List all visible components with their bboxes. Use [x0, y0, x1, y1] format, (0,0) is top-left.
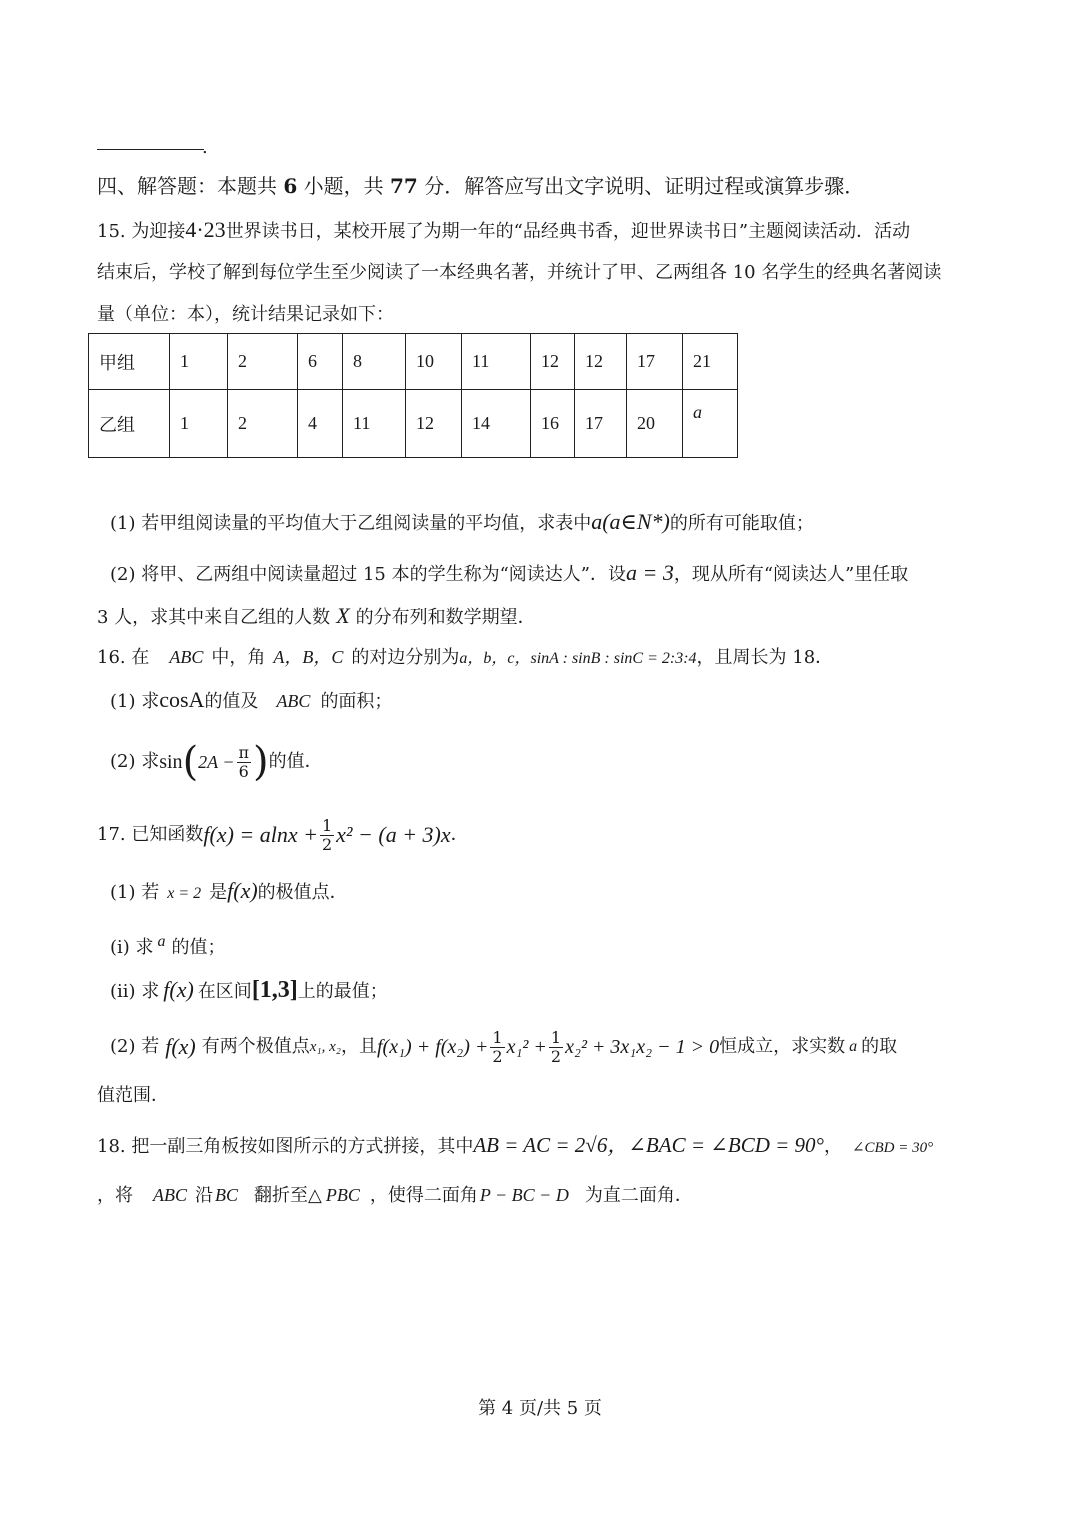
q16-angles: A，B，C [273, 647, 344, 667]
q17-line1 [97, 810, 469, 860]
q16-part1-text: (1) 求 [110, 691, 160, 712]
q16-text: 的对边分别为 [351, 647, 460, 668]
q16-part2-text: 的值． [268, 751, 323, 772]
q16-sides-ratio: a，b，c，sinA : sinB : sinC = 2:3:4 [459, 650, 697, 667]
fraction-half [490, 1029, 504, 1066]
q17-part1-ii-text: (ii) 求 [110, 981, 160, 1002]
section-question-count: 6 [283, 174, 298, 198]
table-cell: 12 [531, 334, 575, 390]
q18-text: ，将 [97, 1185, 133, 1206]
q17-part2-text: 恒成立，求实数 [719, 1036, 846, 1057]
reading-table [88, 333, 738, 458]
q15-part2-text: ，现从所有“阅读达人”里任取 [673, 564, 909, 585]
table-cell: 12 [575, 334, 627, 390]
table-cell: 12 [406, 390, 462, 458]
answer-blank-period: . [202, 137, 208, 158]
frac-num: π [238, 742, 250, 762]
right-paren: ) [253, 739, 269, 785]
q15-part2-math: a = 3 [625, 560, 674, 585]
q16-line1 [97, 645, 833, 671]
q17-function: f(x) = alnx + [203, 822, 318, 847]
q18-text: ，使得二面角 [369, 1185, 478, 1206]
q16-part2 [110, 734, 323, 790]
section-header-mid: 小题，共 [297, 174, 390, 198]
answer-blank-line [97, 149, 204, 150]
q17-part2-text: 有两个极值点 [201, 1036, 310, 1057]
q16-text: ，且周长为 18． [696, 647, 834, 668]
q18-dihedral: P − BC − D [479, 1185, 569, 1205]
frac-den: 6 [238, 761, 249, 781]
frac-num: 1 [321, 815, 333, 835]
q16-part1-text: 的值及 [204, 691, 259, 712]
q15-part2 [110, 561, 908, 587]
q17-term2: x₂² + 3x₁x₂ − 1 > 0 [565, 1036, 720, 1058]
q16-part2-text: (2) 求 [110, 751, 160, 772]
q17-part2 [110, 1022, 897, 1072]
table-cell: 11 [343, 390, 406, 458]
q17-fx: f(x) [165, 1034, 196, 1059]
q15-text: 15. 为迎接 [97, 221, 186, 242]
q16-text: 16. 在 [97, 647, 150, 668]
q17-part1-ii [110, 978, 388, 1004]
q18-edge-bc: BC [215, 1185, 239, 1205]
q17-extreme-points: x₁, x₂ [309, 1039, 341, 1055]
q17-fx: f(x) [227, 878, 258, 903]
q18-text: 18. 把一副三角板按如图所示的方式拼接，其中 [97, 1136, 474, 1157]
table-cell: 10 [406, 334, 462, 390]
q16-triangle: ABC [169, 647, 204, 667]
table-cell: 14 [462, 390, 531, 458]
frac-num: 1 [550, 1027, 562, 1047]
q15-part2-text: (2) 将甲、乙两组中阅读量超过 15 本的学生称为“阅读达人”．设 [110, 564, 626, 585]
table-cell: 1 [170, 334, 228, 390]
q18-conditions: AB = AC = 2√6，∠BAC = ∠BCD = 90° [473, 1133, 824, 1157]
q15-part1 [110, 510, 814, 536]
table-cell: 16 [531, 390, 575, 458]
q15-part2-var: X [336, 603, 350, 628]
q15-part1-text: 的所有可能取值； [669, 513, 814, 534]
q16-part1 [110, 688, 392, 714]
q15-line3: 量（单位：本），统计结果记录如下： [97, 304, 394, 325]
q17-part2-text: 的取 [861, 1036, 898, 1057]
fraction-half [549, 1029, 563, 1066]
q15-line1 [97, 218, 910, 244]
table-cell: 8 [343, 334, 406, 390]
q16-arg: 2A − [198, 752, 235, 772]
table-row [89, 390, 738, 458]
q15-part1-math: a(a∈N*) [591, 509, 670, 534]
q18-angle-cbd: ∠CBD = 30° [851, 1140, 934, 1156]
q17-part1-ii-text: 上的最值； [297, 981, 388, 1002]
q16-text: 中，角 [211, 647, 266, 668]
table-cell: 4 [298, 390, 343, 458]
section-header-suffix: 分．解答应写出文字说明、证明过程或演算步骤． [417, 174, 865, 198]
q17-text: 17. 已知函数 [97, 824, 204, 845]
q18-text: 沿 [195, 1185, 213, 1206]
page-footer: 第 4 页/共 5 页 [478, 1398, 602, 1419]
q16-triangle: ABC [276, 691, 311, 711]
table-cell: 21 [683, 334, 738, 390]
q18-triangle-abc: ABC [153, 1185, 187, 1205]
q18-text: ， [823, 1136, 842, 1157]
table-row [89, 334, 738, 390]
q17-part1-i-text: (i) 求 [110, 937, 154, 958]
q17-fx: f(x) [163, 977, 194, 1002]
q17-var-a: a [849, 1038, 858, 1055]
q18-line2 [97, 1183, 693, 1208]
q17-part1 [110, 879, 348, 906]
table-cell: 6 [298, 334, 343, 390]
q15-part2-text: 的分布列和数学期望． [355, 607, 536, 628]
section-header [97, 173, 864, 199]
q17-part1-ii-text: 在区间 [197, 981, 252, 1002]
table-cell: 20 [627, 390, 683, 458]
q17-part2-text: (2) 若 [110, 1036, 160, 1057]
q15-date: 4·23 [185, 217, 226, 242]
table-cell-variable: a [683, 390, 738, 458]
q16-cos-a: cosA [159, 687, 205, 712]
left-paren: ( [182, 739, 199, 785]
table-cell: 17 [627, 334, 683, 390]
q16-sin: sin [159, 751, 183, 773]
row-label-yi: 乙组 [89, 390, 170, 458]
q18-line1 [97, 1133, 933, 1160]
frac-den: 2 [550, 1046, 562, 1066]
fraction-half [320, 817, 334, 854]
q17-term1: x₁² + [506, 1036, 547, 1058]
table-cell: 11 [462, 334, 531, 390]
q18-text: 翻折至△ [254, 1185, 322, 1206]
q15-text: 世界读书日，某校开展了为期一年的“品经典书香，迎世界读书日”主题阅读活动．活动 [225, 221, 911, 242]
q17-part2-text: ，且 [341, 1036, 377, 1057]
q18-text: 为直二面角． [584, 1185, 693, 1206]
q17-part1-i-text: 的值； [171, 937, 226, 958]
table-cell: 1 [170, 390, 228, 458]
section-header-prefix: 四、解答题：本题共 [97, 174, 284, 198]
row-label-jia: 甲组 [89, 334, 170, 390]
q17-part1-text: 是 [209, 882, 228, 903]
q15-part2-cont [97, 604, 536, 630]
table-cell: 2 [228, 334, 298, 390]
q17-interval: [1,3] [251, 977, 298, 1003]
q15-part1-text: (1) 若甲组阅读量的平均值大于乙组阅读量的平均值，求表中 [110, 513, 592, 534]
frac-den: 2 [321, 834, 333, 854]
q17-text: ． [450, 824, 469, 845]
frac-den: 2 [492, 1046, 503, 1066]
q18-triangle-pbc: PBC [325, 1185, 360, 1205]
q15-part2-text: 3 人，求其中来自乙组的人数 [97, 607, 331, 628]
frac-num: 1 [492, 1027, 503, 1047]
fraction-pi-over-6 [237, 744, 252, 781]
q17-x-eq-2: x = 2 [167, 885, 202, 902]
q17-sum: f(x₁) + f(x₂) + [377, 1036, 489, 1058]
table-cell: 17 [575, 390, 627, 458]
q15-line2: 结束后，学校了解到每位学生至少阅读了一本经典名著，并统计了甲、乙两组各 10 名学生的经典名著阅读 [97, 262, 942, 283]
q16-part1-text: 的面积； [320, 691, 393, 712]
table-cell: 2 [228, 390, 298, 458]
q17-part1-i [110, 930, 226, 960]
q17-part2-cont: 值范围． [97, 1085, 169, 1106]
q17-function-tail: x² − (a + 3)x [336, 822, 451, 847]
q17-part1-text: (1) 若 [110, 882, 160, 903]
section-total-points: 77 [390, 174, 418, 198]
q17-part1-text: 的极值点． [257, 882, 348, 903]
q17-var-a: a [157, 933, 166, 950]
